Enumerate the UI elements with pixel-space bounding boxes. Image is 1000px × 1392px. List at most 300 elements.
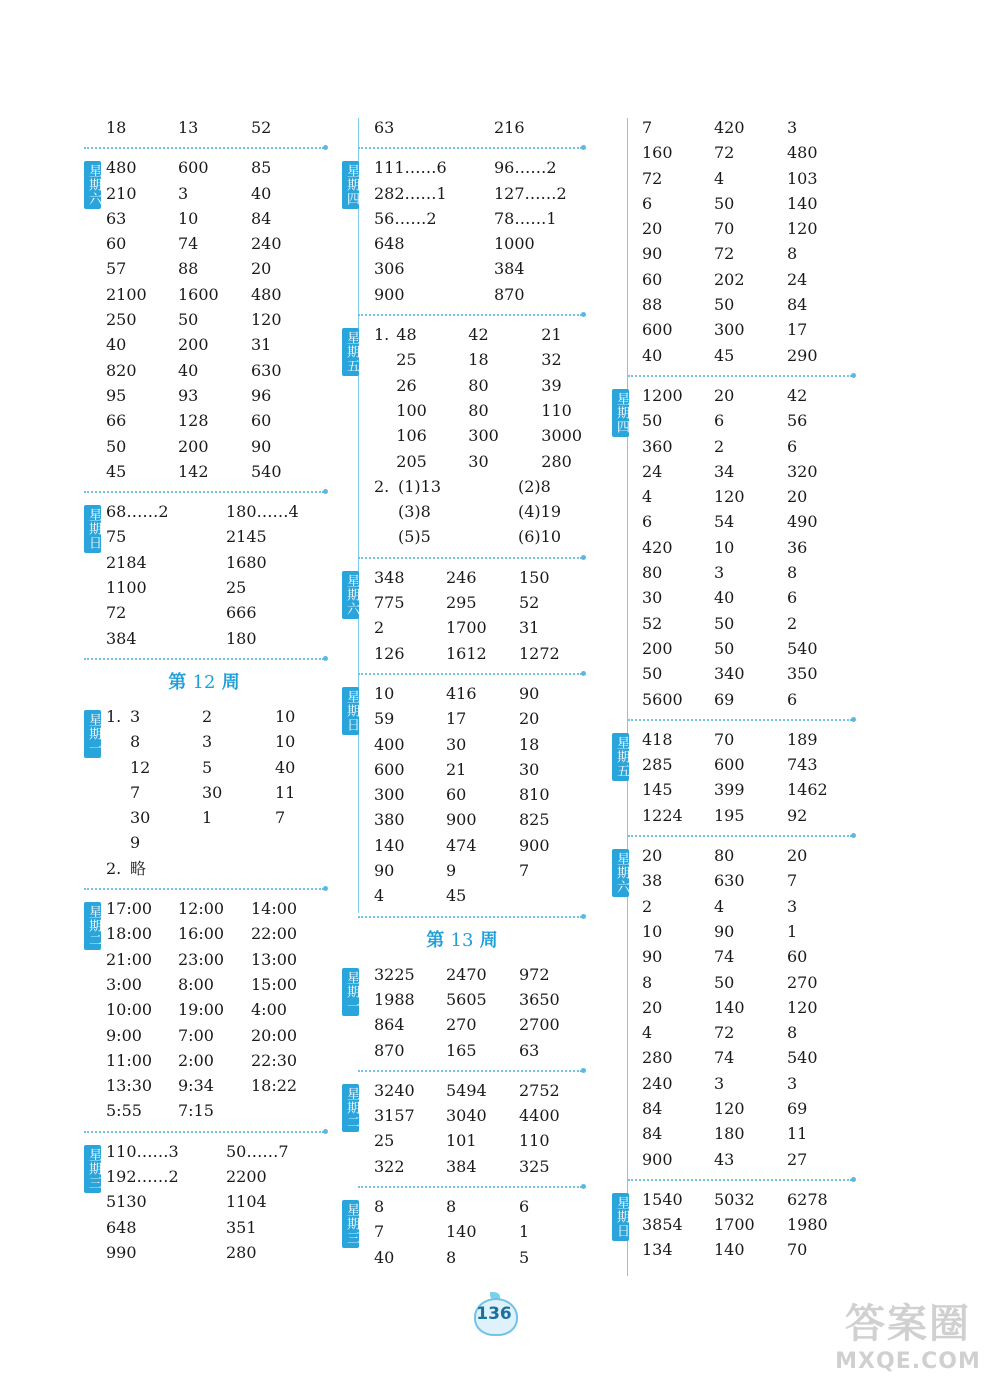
answer-value: 31	[251, 335, 272, 355]
answer-row	[106, 1048, 324, 1073]
answer-row	[130, 729, 295, 754]
answer-row	[642, 1045, 852, 1070]
answer-value: 8	[787, 244, 798, 264]
answer-value: 20	[642, 219, 663, 239]
answer-value: 340	[714, 664, 745, 684]
answer-value: 180	[714, 1124, 745, 1144]
answer-value: 2	[642, 896, 653, 916]
answer-value: 20:00	[251, 1025, 298, 1045]
answer-value: 11	[275, 782, 296, 802]
day-tab: 星期二	[84, 902, 101, 950]
answer-row	[642, 1147, 852, 1172]
answer-value: 2	[714, 436, 725, 456]
answer-value: 80	[642, 563, 663, 583]
answer-value: 30	[202, 782, 223, 802]
answer-value: 95	[106, 385, 127, 405]
answer-value: 10	[178, 208, 199, 228]
answer-value: 384	[446, 1156, 477, 1176]
day-tab: 星期二	[342, 1084, 359, 1132]
answer-value: 106	[396, 426, 427, 446]
answer-row	[642, 241, 852, 266]
answer-value: 9:34	[178, 1076, 214, 1096]
answer-value: 50	[714, 972, 735, 992]
answer-value: 348	[374, 567, 405, 587]
answer-value: 3240	[374, 1080, 415, 1100]
answer-value: 142	[178, 461, 209, 481]
answer-row	[642, 191, 852, 216]
answer-value: (1)13	[398, 476, 442, 496]
answer-row	[374, 1103, 582, 1128]
answer-value: 3	[714, 1073, 725, 1093]
answer-value	[202, 830, 275, 855]
answer-value: 90	[251, 436, 272, 456]
answer-value: 56	[787, 411, 808, 431]
answer-value: 216	[494, 118, 525, 137]
dotted-separator	[358, 557, 582, 559]
answer-value: 480	[106, 158, 137, 178]
answer-value: 165	[446, 1040, 477, 1060]
answer-row	[642, 267, 852, 292]
answer-value: 96……2	[494, 158, 557, 178]
answer-value: 128	[178, 411, 209, 431]
answer-value: 180	[226, 628, 257, 648]
dotted-separator	[358, 673, 582, 675]
answer-value: 80	[714, 846, 735, 866]
answer-value: 870	[494, 284, 525, 304]
answer-value: 84	[642, 1124, 663, 1144]
answer-row	[106, 1164, 324, 1189]
answer-value: 30	[468, 451, 489, 471]
answer-value: 4	[714, 896, 725, 916]
answer-value: 9:00	[106, 1025, 142, 1045]
answer-value: 63	[106, 208, 127, 228]
answer-value: 126	[374, 643, 405, 663]
answer-row	[106, 115, 324, 140]
answer-value: 1700	[714, 1215, 755, 1235]
answer-value: 13	[178, 118, 199, 137]
day-block-sunday	[342, 681, 582, 909]
answer-value: 384	[106, 628, 137, 648]
answer-value: 103	[787, 168, 818, 188]
answer-value: 101	[446, 1131, 477, 1151]
answer-value: 8	[130, 732, 141, 752]
answer-row	[106, 1215, 324, 1240]
answer-value: 1100	[106, 578, 147, 598]
answer-block	[612, 115, 852, 368]
answer-row	[642, 115, 852, 140]
answer-row	[642, 408, 852, 433]
answer-row	[130, 755, 295, 780]
answer-row	[106, 896, 324, 921]
answer-value: 50	[714, 613, 735, 633]
answer-row	[642, 944, 852, 969]
answer-row	[374, 757, 582, 782]
answer-value: 18	[106, 118, 127, 137]
answer-row	[374, 256, 582, 281]
answer-value: 240	[251, 234, 282, 254]
answer-value: 63	[519, 1040, 540, 1060]
answer-value: 90	[374, 861, 395, 881]
answer-value: 85	[251, 158, 272, 178]
answer-value: 8:00	[178, 974, 214, 994]
answer-value: 285	[642, 755, 673, 775]
answer-value: 3157	[374, 1106, 415, 1126]
answer-value: 18	[468, 350, 489, 370]
answer-value: 16:00	[178, 924, 225, 944]
answer-value: 50……7	[226, 1141, 289, 1161]
answer-value: 70	[787, 1240, 808, 1260]
dotted-separator	[628, 835, 852, 837]
answer-row	[106, 256, 324, 281]
answer-value: 6	[787, 436, 798, 456]
answer-value: 322	[374, 1156, 405, 1176]
answer-value: 3	[202, 732, 213, 752]
answer-value: 80	[468, 400, 489, 420]
answer-value: 19:00	[178, 1000, 225, 1020]
answer-value: 900	[374, 284, 405, 304]
answer-value: 30	[130, 808, 151, 828]
answer-value: 1224	[642, 805, 683, 825]
answer-row	[642, 343, 852, 368]
answer-value: 990	[106, 1242, 137, 1262]
answer-value: 17:00	[106, 899, 153, 919]
answer-value: 295	[446, 593, 477, 613]
dotted-separator	[84, 888, 324, 890]
answer-value: 250	[106, 310, 137, 330]
answer-value: 45	[446, 886, 467, 906]
answer-value: 6	[642, 193, 653, 213]
answer-value: 72	[106, 603, 127, 623]
answer-value: 972	[519, 964, 550, 984]
answer-value: 600	[714, 755, 745, 775]
answer-value: 540	[787, 638, 818, 658]
answer-row	[642, 752, 852, 777]
answer-value: 30	[446, 734, 467, 754]
answer-row	[106, 155, 324, 180]
answer-value: 20	[519, 709, 540, 729]
answer-value: 110	[541, 400, 572, 420]
answer-row	[396, 373, 582, 398]
answer-value: 2100	[106, 284, 147, 304]
answer-value: 59	[374, 709, 395, 729]
answer-value: 290	[787, 345, 818, 365]
answer-value: 480	[787, 143, 818, 163]
answer-value: 60	[106, 234, 127, 254]
answer-row	[374, 1194, 582, 1219]
answer-value: 13:30	[106, 1076, 153, 1096]
answer-value: 240	[642, 1073, 673, 1093]
question-number: 1.	[374, 325, 390, 345]
answer-value: 3854	[642, 1215, 683, 1235]
answer-value: 5130	[106, 1192, 147, 1212]
answer-value: 540	[251, 461, 282, 481]
answer-row	[642, 585, 852, 610]
answer-row	[642, 636, 852, 661]
answer-value: 60	[642, 269, 663, 289]
answer-row	[642, 894, 852, 919]
answer-value: 195	[714, 805, 745, 825]
answer-row	[374, 1012, 582, 1037]
answer-value: 474	[446, 835, 477, 855]
answer-row	[106, 231, 324, 256]
answer-value: 24	[787, 269, 808, 289]
answer-row	[374, 206, 582, 231]
answer-row	[396, 423, 582, 448]
answer-value: 6	[714, 411, 725, 431]
answer-row	[642, 777, 852, 802]
answer-row	[106, 434, 324, 459]
answer-row	[642, 317, 852, 342]
answer-value: 3650	[519, 989, 560, 1009]
answer-value: 3225	[374, 964, 415, 984]
answer-value: 57	[106, 259, 127, 279]
answer-value: 50	[642, 411, 663, 431]
answer-value: 825	[519, 810, 550, 830]
answer-value: 1462	[787, 780, 828, 800]
answer-value: 25	[396, 350, 417, 370]
answer-row	[642, 995, 852, 1020]
week-heading: 第 12 周	[168, 671, 240, 693]
answer-row	[642, 535, 852, 560]
answer-value: 120	[714, 1098, 745, 1118]
answer-row	[374, 1154, 582, 1179]
answer-row	[374, 858, 582, 883]
answer-grid	[398, 474, 561, 550]
answer-row	[642, 970, 852, 995]
answer-value: 145	[642, 780, 673, 800]
answer-value: 52	[519, 593, 540, 613]
answer-value: 31	[519, 618, 540, 638]
answer-row	[642, 868, 852, 893]
answer-value: 600	[178, 158, 209, 178]
answer-value: 69	[787, 1098, 808, 1118]
answer-grid	[130, 704, 295, 856]
answer-value: 11	[787, 1124, 808, 1144]
dotted-separator	[628, 719, 852, 721]
answer-value: 192……2	[106, 1166, 179, 1186]
answer-value: 30	[519, 759, 540, 779]
answer-value: 160	[642, 143, 673, 163]
answer-value: 666	[226, 603, 257, 623]
answer-value: 68……2	[106, 502, 169, 522]
answer-value: 17	[787, 320, 808, 340]
answer-value: 92	[787, 805, 808, 825]
answer-row	[106, 282, 324, 307]
day-block-tuesday	[342, 1078, 582, 1179]
answer-value: 80	[468, 375, 489, 395]
answer-row	[642, 661, 852, 686]
answer-value: 2	[787, 613, 798, 633]
answer-value: 7	[787, 871, 798, 891]
answer-value: 3000	[541, 426, 582, 446]
answer-value: 5	[519, 1247, 530, 1267]
answer-value: 1	[519, 1222, 530, 1242]
answer-value: 4:00	[251, 1000, 287, 1020]
answer-value: 20	[642, 997, 663, 1017]
answer-column-middle	[342, 115, 582, 1270]
answer-value: 120	[787, 997, 818, 1017]
answer-row	[130, 704, 295, 729]
answer-value: 3	[130, 706, 141, 726]
answer-value: 7	[519, 861, 530, 881]
day-tab: 星期日	[612, 1193, 629, 1241]
answer-value: 39	[541, 375, 562, 395]
answer-value: (4)19	[518, 502, 562, 522]
answer-value: 399	[714, 780, 745, 800]
answer-row	[374, 231, 582, 256]
answer-row	[106, 181, 324, 206]
answer-value: 630	[251, 360, 282, 380]
answer-value: 120	[787, 219, 818, 239]
day-tab: 星期六	[342, 571, 359, 619]
answer-value: 40	[178, 360, 199, 380]
answer-value: 140	[374, 835, 405, 855]
answer-value: 200	[642, 638, 673, 658]
answer-row	[106, 947, 324, 972]
answer-value: 10	[275, 732, 296, 752]
answer-value: 66	[106, 411, 127, 431]
answer-value: 20	[642, 846, 663, 866]
answer-value: 280	[541, 451, 572, 471]
answer-row	[642, 687, 852, 712]
answer-row	[130, 830, 295, 855]
answer-value: 351	[226, 1217, 257, 1237]
answer-row	[642, 1096, 852, 1121]
answer-value: 74	[178, 234, 199, 254]
answer-row	[398, 499, 561, 524]
answer-value: 1600	[178, 284, 219, 304]
answer-value: 1	[202, 808, 213, 828]
day-tab: 星期六	[612, 849, 629, 897]
answer-row	[106, 575, 324, 600]
answer-value: 810	[519, 785, 550, 805]
answer-value: 21	[446, 759, 467, 779]
answer-row	[106, 550, 324, 575]
day-tab: 星期日	[84, 505, 101, 553]
answer-value: 120	[714, 487, 745, 507]
answer-value: 1988	[374, 989, 415, 1009]
day-block-sunday	[84, 499, 324, 651]
answer-value: 50	[106, 436, 127, 456]
question-number: 1.	[106, 706, 122, 726]
answer-value: 42	[787, 385, 808, 405]
answer-value: 480	[251, 284, 282, 304]
answer-value: 420	[642, 537, 673, 557]
answer-value: 27	[787, 1149, 808, 1169]
answer-value: 8	[446, 1247, 457, 1267]
answer-value: 17	[446, 709, 467, 729]
answer-value: 3:00	[106, 974, 142, 994]
answer-value: 1700	[446, 618, 487, 638]
answer-value: 360	[642, 436, 673, 456]
answer-value: 90	[519, 683, 540, 703]
answer-value: 1540	[642, 1189, 683, 1209]
answer-row	[106, 972, 324, 997]
answer-row	[642, 560, 852, 585]
answer-row	[374, 1219, 582, 1244]
answer-row	[642, 216, 852, 241]
answer-row	[130, 805, 295, 830]
answer-value: 300	[468, 426, 499, 446]
answer-value: 38	[642, 871, 663, 891]
answer-value: 40	[642, 345, 663, 365]
answer-value: 5	[202, 757, 213, 777]
answer-row	[374, 833, 582, 858]
answer-row	[642, 803, 852, 828]
answer-value: 820	[106, 360, 137, 380]
answer-value: 648	[106, 1217, 137, 1237]
answer-value: 40	[106, 335, 127, 355]
day-block-friday	[612, 727, 852, 828]
answer-value: 3040	[446, 1106, 487, 1126]
answer-value: 12	[130, 757, 151, 777]
answer-value: 23:00	[178, 949, 225, 969]
answer-value: 72	[714, 143, 735, 163]
answer-row	[374, 1078, 582, 1103]
dotted-separator	[84, 147, 324, 149]
answer-value: (6)10	[518, 527, 562, 547]
answer-value: 1272	[519, 643, 560, 663]
answer-value: 7:15	[178, 1101, 214, 1121]
answer-row	[106, 1189, 324, 1214]
answer-value: 2	[202, 706, 213, 726]
answer-value: 84	[251, 208, 272, 228]
answer-value: 3	[714, 563, 725, 583]
answer-value: 2752	[519, 1080, 560, 1100]
answer-value: 2:00	[178, 1050, 214, 1070]
answer-row	[106, 1240, 324, 1265]
answer-value: 18:22	[251, 1076, 298, 1096]
answer-value: 140	[446, 1222, 477, 1242]
answer-value: 7:00	[178, 1025, 214, 1045]
answer-value: 25	[374, 1131, 395, 1151]
answer-value: 2200	[226, 1166, 267, 1186]
answer-row	[106, 524, 324, 549]
answer-column-left	[84, 115, 324, 1265]
answer-row	[374, 565, 582, 590]
answer-value: 1	[787, 921, 798, 941]
answer-value: 320	[787, 461, 818, 481]
answer-row	[642, 292, 852, 317]
answer-value: 50	[714, 295, 735, 315]
answer-row	[642, 919, 852, 944]
answer-row	[374, 962, 582, 987]
answer-value: (2)8	[518, 476, 551, 496]
answer-value: 1980	[787, 1215, 828, 1235]
answer-value: 630	[714, 871, 745, 891]
answer-row	[398, 524, 561, 549]
answer-row	[398, 474, 561, 499]
answer-value: 72	[642, 168, 663, 188]
answer-value: 111……6	[374, 158, 447, 178]
answer-value: 4	[642, 487, 653, 507]
answer-value: 7	[275, 808, 286, 828]
answer-value: 300	[374, 785, 405, 805]
answer-value: 5:55	[106, 1101, 142, 1121]
answer-value: 52	[642, 613, 663, 633]
answer-value: 6	[519, 1196, 530, 1216]
question-number: 2.	[106, 858, 122, 878]
answer-value: 8	[787, 563, 798, 583]
answer-value: 60	[251, 411, 272, 431]
answer-row	[374, 181, 582, 206]
answer-value: 93	[178, 385, 199, 405]
answer-value: 52	[251, 118, 272, 137]
answer-value: 648	[374, 234, 405, 254]
answer-value: 50	[714, 638, 735, 658]
answer-value: 306	[374, 259, 405, 279]
day-tab: 星期四	[342, 161, 359, 209]
